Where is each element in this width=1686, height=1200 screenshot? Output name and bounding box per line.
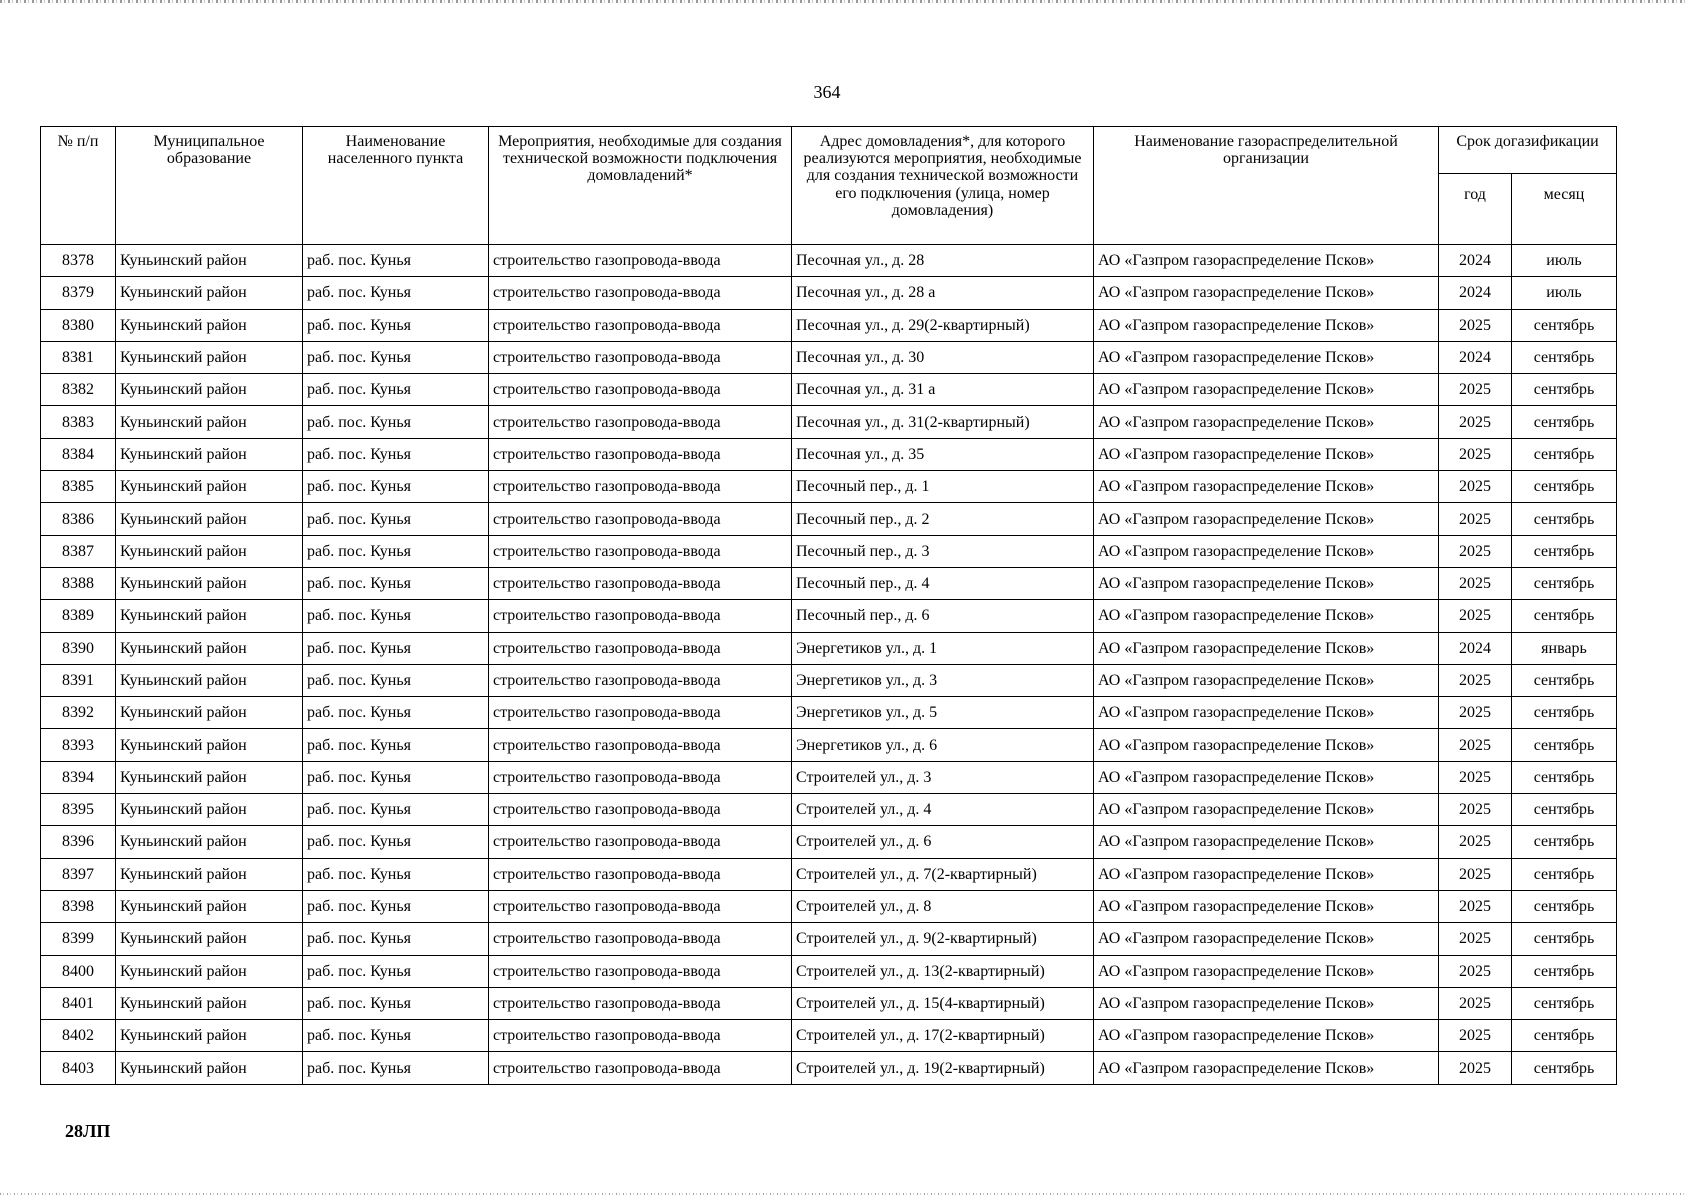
cell-gas-org: АО «Газпром газораспределение Псков» [1094, 697, 1439, 729]
cell-municipality: Куньинский район [116, 794, 303, 826]
cell-address: Строителей ул., д. 7(2-квартирный) [792, 858, 1094, 890]
cell-month: сентябрь [1512, 761, 1617, 793]
cell-municipality: Куньинский район [116, 535, 303, 567]
table-row [41, 858, 1617, 890]
cell-month: сентябрь [1512, 890, 1617, 922]
cell-month: сентябрь [1512, 987, 1617, 1019]
cell-gas-org: АО «Газпром газораспределение Псков» [1094, 535, 1439, 567]
cell-year: 2025 [1439, 923, 1512, 955]
cell-year: 2025 [1439, 309, 1512, 341]
cell-measures: строительство газопровода-ввода [489, 438, 792, 470]
cell-measures: строительство газопровода-ввода [489, 1052, 792, 1084]
cell-measures: строительство газопровода-ввода [489, 1020, 792, 1052]
cell-address: Песочный пер., д. 3 [792, 535, 1094, 567]
cell-address: Энергетиков ул., д. 3 [792, 664, 1094, 696]
cell-num: 8385 [41, 471, 116, 503]
cell-year: 2024 [1439, 277, 1512, 309]
cell-address: Песочная ул., д. 31(2-квартирный) [792, 406, 1094, 438]
cell-num: 8383 [41, 406, 116, 438]
cell-municipality: Куньинский район [116, 729, 303, 761]
cell-settlement: раб. пос. Кунья [303, 535, 489, 567]
cell-measures: строительство газопровода-ввода [489, 535, 792, 567]
table-row [41, 794, 1617, 826]
cell-year: 2025 [1439, 600, 1512, 632]
cell-measures: строительство газопровода-ввода [489, 277, 792, 309]
table-row [41, 567, 1617, 599]
cell-municipality: Куньинский район [116, 632, 303, 664]
cell-year: 2025 [1439, 987, 1512, 1019]
cell-municipality: Куньинский район [116, 245, 303, 277]
cell-num: 8391 [41, 664, 116, 696]
cell-gas-org: АО «Газпром газораспределение Псков» [1094, 1052, 1439, 1084]
cell-measures: строительство газопровода-ввода [489, 890, 792, 922]
table-row [41, 729, 1617, 761]
cell-gas-org: АО «Газпром газораспределение Псков» [1094, 664, 1439, 696]
cell-municipality: Куньинский район [116, 761, 303, 793]
cell-municipality: Куньинский район [116, 567, 303, 599]
table-row [41, 309, 1617, 341]
cell-month: сентябрь [1512, 1052, 1617, 1084]
header-measures: Мероприятия, необходимые для создания технической возможности подключения домовладений* [489, 127, 792, 245]
cell-month: сентябрь [1512, 600, 1617, 632]
cell-address: Песочный пер., д. 1 [792, 471, 1094, 503]
cell-municipality: Куньинский район [116, 1052, 303, 1084]
cell-year: 2025 [1439, 729, 1512, 761]
cell-municipality: Куньинский район [116, 923, 303, 955]
gasification-table [40, 126, 1617, 1085]
cell-municipality: Куньинский район [116, 600, 303, 632]
cell-num: 8389 [41, 600, 116, 632]
cell-month: сентябрь [1512, 1020, 1617, 1052]
cell-month: сентябрь [1512, 794, 1617, 826]
cell-municipality: Куньинский район [116, 309, 303, 341]
cell-municipality: Куньинский район [116, 503, 303, 535]
cell-year: 2025 [1439, 1052, 1512, 1084]
table-row [41, 987, 1617, 1019]
cell-gas-org: АО «Газпром газораспределение Псков» [1094, 955, 1439, 987]
cell-address: Песочная ул., д. 28 [792, 245, 1094, 277]
cell-year: 2025 [1439, 955, 1512, 987]
cell-gas-org: АО «Газпром газораспределение Псков» [1094, 729, 1439, 761]
cell-municipality: Куньинский район [116, 438, 303, 470]
cell-month: сентябрь [1512, 664, 1617, 696]
cell-month: июль [1512, 277, 1617, 309]
cell-gas-org: АО «Газпром газораспределение Псков» [1094, 406, 1439, 438]
page-number: 364 [813, 82, 841, 102]
table-row [41, 471, 1617, 503]
table-row [41, 826, 1617, 858]
cell-measures: строительство газопровода-ввода [489, 374, 792, 406]
cell-num: 8388 [41, 567, 116, 599]
header-deadline: Срок догазификации [1439, 127, 1617, 174]
cell-gas-org: АО «Газпром газораспределение Псков» [1094, 923, 1439, 955]
cell-address: Песочная ул., д. 28 а [792, 277, 1094, 309]
cell-year: 2025 [1439, 438, 1512, 470]
cell-municipality: Куньинский район [116, 955, 303, 987]
cell-measures: строительство газопровода-ввода [489, 794, 792, 826]
cell-settlement: раб. пос. Кунья [303, 341, 489, 373]
cell-municipality: Куньинский район [116, 697, 303, 729]
cell-year: 2025 [1439, 503, 1512, 535]
cell-settlement: раб. пос. Кунья [303, 729, 489, 761]
cell-measures: строительство газопровода-ввода [489, 955, 792, 987]
cell-address: Песочный пер., д. 2 [792, 503, 1094, 535]
cell-year: 2025 [1439, 761, 1512, 793]
cell-month: сентябрь [1512, 374, 1617, 406]
cell-measures: строительство газопровода-ввода [489, 309, 792, 341]
cell-gas-org: АО «Газпром газораспределение Псков» [1094, 987, 1439, 1019]
cell-month: июль [1512, 245, 1617, 277]
cell-address: Песочный пер., д. 4 [792, 567, 1094, 599]
cell-year: 2025 [1439, 471, 1512, 503]
cell-measures: строительство газопровода-ввода [489, 600, 792, 632]
cell-measures: строительство газопровода-ввода [489, 503, 792, 535]
cell-month: сентябрь [1512, 858, 1617, 890]
cell-settlement: раб. пос. Кунья [303, 503, 489, 535]
cell-year: 2025 [1439, 567, 1512, 599]
cell-measures: строительство газопровода-ввода [489, 245, 792, 277]
table-row [41, 632, 1617, 664]
header-gas-org: Наименование газораспределительной организации [1094, 127, 1439, 245]
cell-settlement: раб. пос. Кунья [303, 761, 489, 793]
cell-municipality: Куньинский район [116, 341, 303, 373]
header-settlement: Наименование населенного пункта [303, 127, 489, 245]
cell-municipality: Куньинский район [116, 277, 303, 309]
cell-num: 8380 [41, 309, 116, 341]
cell-address: Строителей ул., д. 3 [792, 761, 1094, 793]
cell-address: Строителей ул., д. 13(2-квартирный) [792, 955, 1094, 987]
header-year: год [1439, 174, 1512, 245]
cell-num: 8386 [41, 503, 116, 535]
table-row [41, 438, 1617, 470]
cell-month: сентябрь [1512, 309, 1617, 341]
cell-month: сентябрь [1512, 729, 1617, 761]
cell-settlement: раб. пос. Кунья [303, 1052, 489, 1084]
table-body [41, 245, 1617, 1085]
cell-measures: строительство газопровода-ввода [489, 761, 792, 793]
cell-address: Строителей ул., д. 6 [792, 826, 1094, 858]
table-row [41, 955, 1617, 987]
cell-municipality: Куньинский район [116, 664, 303, 696]
cell-address: Песочная ул., д. 29(2-квартирный) [792, 309, 1094, 341]
cell-address: Песочный пер., д. 6 [792, 600, 1094, 632]
cell-year: 2025 [1439, 406, 1512, 438]
cell-num: 8393 [41, 729, 116, 761]
cell-address: Энергетиков ул., д. 6 [792, 729, 1094, 761]
cell-address: Строителей ул., д. 15(4-квартирный) [792, 987, 1094, 1019]
cell-month: сентябрь [1512, 438, 1617, 470]
cell-num: 8384 [41, 438, 116, 470]
cell-num: 8387 [41, 535, 116, 567]
cell-settlement: раб. пос. Кунья [303, 632, 489, 664]
cell-year: 2025 [1439, 664, 1512, 696]
cell-municipality: Куньинский район [116, 890, 303, 922]
cell-municipality: Куньинский район [116, 406, 303, 438]
cell-measures: строительство газопровода-ввода [489, 406, 792, 438]
cell-num: 8379 [41, 277, 116, 309]
table-row [41, 245, 1617, 277]
cell-year: 2024 [1439, 632, 1512, 664]
cell-year: 2025 [1439, 1020, 1512, 1052]
cell-municipality: Куньинский район [116, 826, 303, 858]
cell-gas-org: АО «Газпром газораспределение Псков» [1094, 890, 1439, 922]
table-row [41, 503, 1617, 535]
scan-edge-bottom [0, 1193, 1686, 1195]
cell-month: сентябрь [1512, 503, 1617, 535]
cell-address: Песочная ул., д. 31 а [792, 374, 1094, 406]
cell-month: сентябрь [1512, 955, 1617, 987]
table-header [41, 127, 1617, 245]
cell-gas-org: АО «Газпром газораспределение Псков» [1094, 277, 1439, 309]
cell-settlement: раб. пос. Кунья [303, 309, 489, 341]
table-row [41, 341, 1617, 373]
cell-month: январь [1512, 632, 1617, 664]
cell-settlement: раб. пос. Кунья [303, 567, 489, 599]
cell-settlement: раб. пос. Кунья [303, 858, 489, 890]
cell-settlement: раб. пос. Кунья [303, 406, 489, 438]
cell-settlement: раб. пос. Кунья [303, 664, 489, 696]
cell-month: сентябрь [1512, 567, 1617, 599]
cell-measures: строительство газопровода-ввода [489, 923, 792, 955]
cell-settlement: раб. пос. Кунья [303, 890, 489, 922]
header-month: месяц [1512, 174, 1617, 245]
cell-municipality: Куньинский район [116, 987, 303, 1019]
cell-settlement: раб. пос. Кунья [303, 987, 489, 1019]
cell-gas-org: АО «Газпром газораспределение Псков» [1094, 794, 1439, 826]
table-row [41, 664, 1617, 696]
cell-measures: строительство газопровода-ввода [489, 987, 792, 1019]
cell-num: 8378 [41, 245, 116, 277]
header-address: Адрес домовладения*, для которого реализуются мероприятия, необходимые для создания технической возможности его подключения (улица, номер домовладения) [792, 127, 1094, 245]
cell-address: Песочная ул., д. 30 [792, 341, 1094, 373]
cell-month: сентябрь [1512, 341, 1617, 373]
footer-code: 28ЛП [65, 1121, 111, 1141]
cell-year: 2025 [1439, 794, 1512, 826]
cell-municipality: Куньинский район [116, 1020, 303, 1052]
cell-address: Строителей ул., д. 19(2-квартирный) [792, 1052, 1094, 1084]
header-num: № п/п [41, 127, 116, 245]
cell-gas-org: АО «Газпром газораспределение Псков» [1094, 761, 1439, 793]
table-row [41, 1052, 1617, 1084]
cell-num: 8392 [41, 697, 116, 729]
cell-measures: строительство газопровода-ввода [489, 729, 792, 761]
cell-num: 8402 [41, 1020, 116, 1052]
cell-gas-org: АО «Газпром газораспределение Псков» [1094, 600, 1439, 632]
cell-gas-org: АО «Газпром газораспределение Псков» [1094, 438, 1439, 470]
cell-address: Строителей ул., д. 4 [792, 794, 1094, 826]
table-row [41, 890, 1617, 922]
cell-measures: строительство газопровода-ввода [489, 341, 792, 373]
cell-year: 2025 [1439, 374, 1512, 406]
cell-measures: строительство газопровода-ввода [489, 664, 792, 696]
cell-num: 8396 [41, 826, 116, 858]
table-row [41, 697, 1617, 729]
cell-measures: строительство газопровода-ввода [489, 858, 792, 890]
cell-month: сентябрь [1512, 406, 1617, 438]
cell-address: Строителей ул., д. 9(2-квартирный) [792, 923, 1094, 955]
table-row [41, 535, 1617, 567]
cell-municipality: Куньинский район [116, 471, 303, 503]
cell-num: 8398 [41, 890, 116, 922]
cell-settlement: раб. пос. Кунья [303, 600, 489, 632]
cell-measures: строительство газопровода-ввода [489, 697, 792, 729]
cell-measures: строительство газопровода-ввода [489, 567, 792, 599]
cell-gas-org: АО «Газпром газораспределение Псков» [1094, 632, 1439, 664]
cell-settlement: раб. пос. Кунья [303, 245, 489, 277]
cell-gas-org: АО «Газпром газораспределение Псков» [1094, 826, 1439, 858]
cell-num: 8395 [41, 794, 116, 826]
cell-gas-org: АО «Газпром газораспределение Псков» [1094, 341, 1439, 373]
cell-year: 2025 [1439, 697, 1512, 729]
cell-num: 8401 [41, 987, 116, 1019]
cell-measures: строительство газопровода-ввода [489, 632, 792, 664]
cell-year: 2024 [1439, 245, 1512, 277]
table-row [41, 600, 1617, 632]
cell-gas-org: АО «Газпром газораспределение Псков» [1094, 1020, 1439, 1052]
cell-settlement: раб. пос. Кунья [303, 374, 489, 406]
cell-gas-org: АО «Газпром газораспределение Псков» [1094, 858, 1439, 890]
cell-gas-org: АО «Газпром газораспределение Псков» [1094, 245, 1439, 277]
cell-gas-org: АО «Газпром газораспределение Псков» [1094, 503, 1439, 535]
cell-num: 8382 [41, 374, 116, 406]
cell-settlement: раб. пос. Кунья [303, 826, 489, 858]
cell-settlement: раб. пос. Кунья [303, 697, 489, 729]
cell-gas-org: АО «Газпром газораспределение Псков» [1094, 567, 1439, 599]
cell-num: 8397 [41, 858, 116, 890]
cell-num: 8403 [41, 1052, 116, 1084]
cell-year: 2025 [1439, 535, 1512, 567]
cell-municipality: Куньинский район [116, 858, 303, 890]
cell-settlement: раб. пос. Кунья [303, 1020, 489, 1052]
scan-edge-top [0, 0, 1686, 3]
table-row [41, 1020, 1617, 1052]
cell-address: Песочная ул., д. 35 [792, 438, 1094, 470]
cell-settlement: раб. пос. Кунья [303, 471, 489, 503]
cell-year: 2024 [1439, 341, 1512, 373]
table-row [41, 761, 1617, 793]
cell-measures: строительство газопровода-ввода [489, 826, 792, 858]
cell-address: Строителей ул., д. 17(2-квартирный) [792, 1020, 1094, 1052]
cell-settlement: раб. пос. Кунья [303, 438, 489, 470]
cell-month: сентябрь [1512, 471, 1617, 503]
cell-settlement: раб. пос. Кунья [303, 955, 489, 987]
table-row [41, 406, 1617, 438]
cell-address: Энергетиков ул., д. 1 [792, 632, 1094, 664]
cell-num: 8394 [41, 761, 116, 793]
cell-gas-org: АО «Газпром газораспределение Псков» [1094, 471, 1439, 503]
cell-year: 2025 [1439, 858, 1512, 890]
cell-settlement: раб. пос. Кунья [303, 794, 489, 826]
table-row [41, 277, 1617, 309]
table-row [41, 923, 1617, 955]
cell-settlement: раб. пос. Кунья [303, 923, 489, 955]
cell-measures: строительство газопровода-ввода [489, 471, 792, 503]
cell-address: Строителей ул., д. 8 [792, 890, 1094, 922]
cell-month: сентябрь [1512, 535, 1617, 567]
cell-num: 8390 [41, 632, 116, 664]
cell-num: 8399 [41, 923, 116, 955]
cell-year: 2025 [1439, 890, 1512, 922]
cell-month: сентябрь [1512, 826, 1617, 858]
cell-settlement: раб. пос. Кунья [303, 277, 489, 309]
cell-year: 2025 [1439, 826, 1512, 858]
header-municipality: Муниципальное образование [116, 127, 303, 245]
cell-gas-org: АО «Газпром газораспределение Псков» [1094, 374, 1439, 406]
cell-month: сентябрь [1512, 923, 1617, 955]
cell-gas-org: АО «Газпром газораспределение Псков» [1094, 309, 1439, 341]
cell-num: 8400 [41, 955, 116, 987]
cell-address: Энергетиков ул., д. 5 [792, 697, 1094, 729]
cell-municipality: Куньинский район [116, 374, 303, 406]
cell-month: сентябрь [1512, 697, 1617, 729]
table-row [41, 374, 1617, 406]
cell-num: 8381 [41, 341, 116, 373]
